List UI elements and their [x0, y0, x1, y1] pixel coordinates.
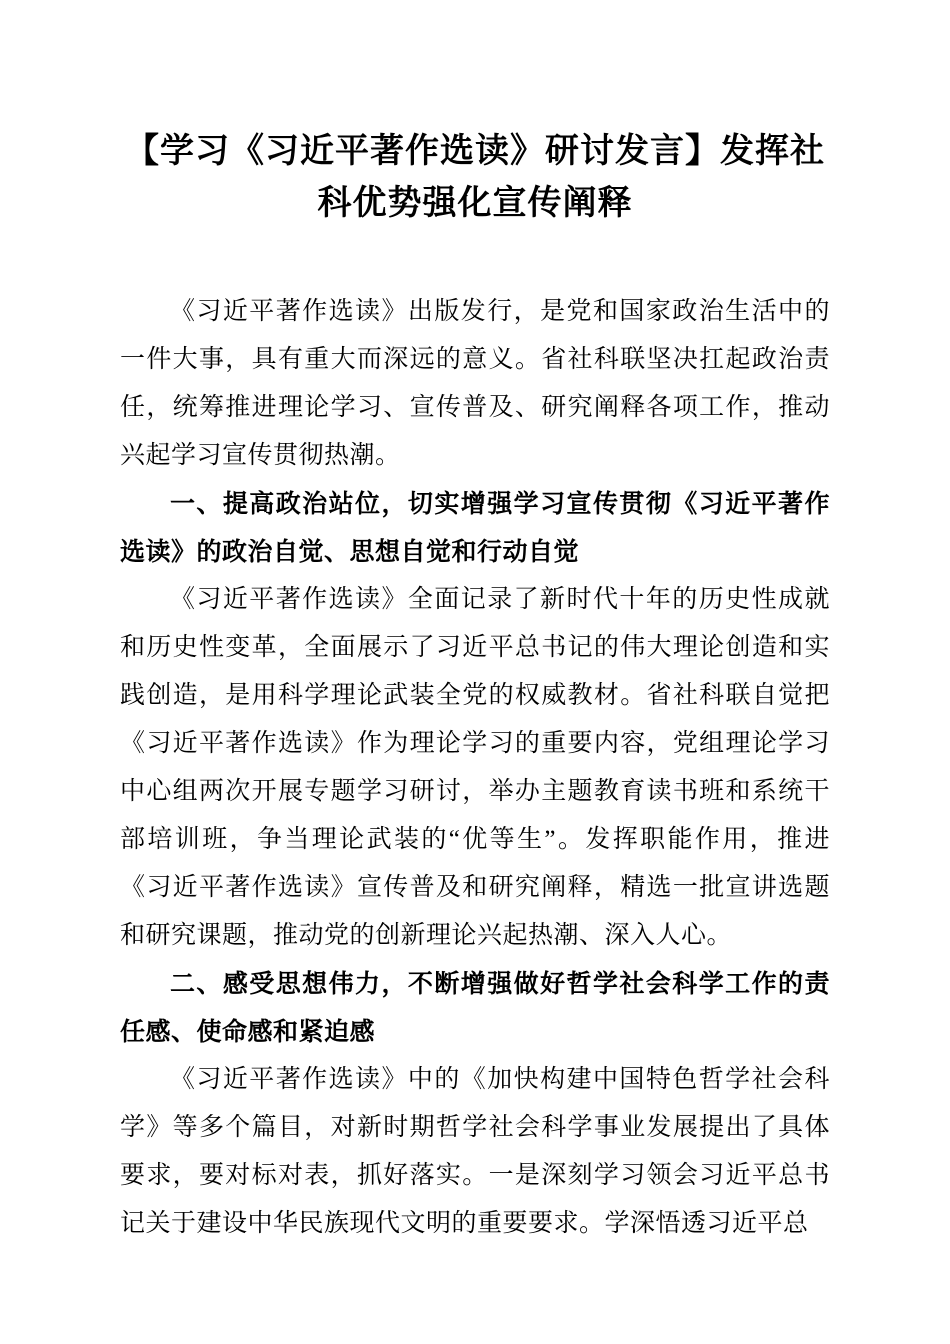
- document-title: 【学习《习近平著作选读》研讨发言】发挥社科优势强化宣传阐释: [125, 133, 825, 222]
- heading-section-1: 一、提高政治站位，切实增强学习宣传贯彻《习近平著作选读》的政治自觉、思想自觉和行动自觉: [120, 490, 830, 566]
- paragraph-section-2: 《习近平著作选读》中的《加快构建中国特色哲学社会科学》等多个篇目，对新时期哲学社会科学事业发展提出了具体要求，要对标对表，抓好落实。一是深刻学习领会习近平总书记关于建设中华民族现代文明的重要要求。学深悟透习近平总: [120, 1066, 830, 1237]
- heading-section-2: 二、感受思想伟力，不断增强做好哲学社会科学工作的责任感、使命感和紧迫感: [120, 970, 830, 1046]
- paragraph-section-1: 《习近平著作选读》全面记录了新时代十年的历史性成就和历史性变革，全面展示了习近平总书记的伟大理论创造和实践创造，是用科学理论武装全党的权威教材。省社科联自觉把《习近平著作选读》作为理论学习的重要内容，党组理论学习中心组两次开展专题学习研讨，举办主题教育读书班和系统干部培训班，争当理论武装的“优等生”。发挥职能作用，推进《习近平著作选读》宣传普及和研究阐释，精选一批宣讲选题和研究课题，推动党的创新理论兴起热潮、深入人心。: [120, 586, 830, 949]
- paragraph-intro: 《习近平著作选读》出版发行，是党和国家政治生活中的一件大事，具有重大而深远的意义。省社科联坚决扛起政治责任，统筹推进理论学习、宣传普及、研究阐释各项工作，推动兴起学习宣传贯彻热潮。: [120, 298, 830, 469]
